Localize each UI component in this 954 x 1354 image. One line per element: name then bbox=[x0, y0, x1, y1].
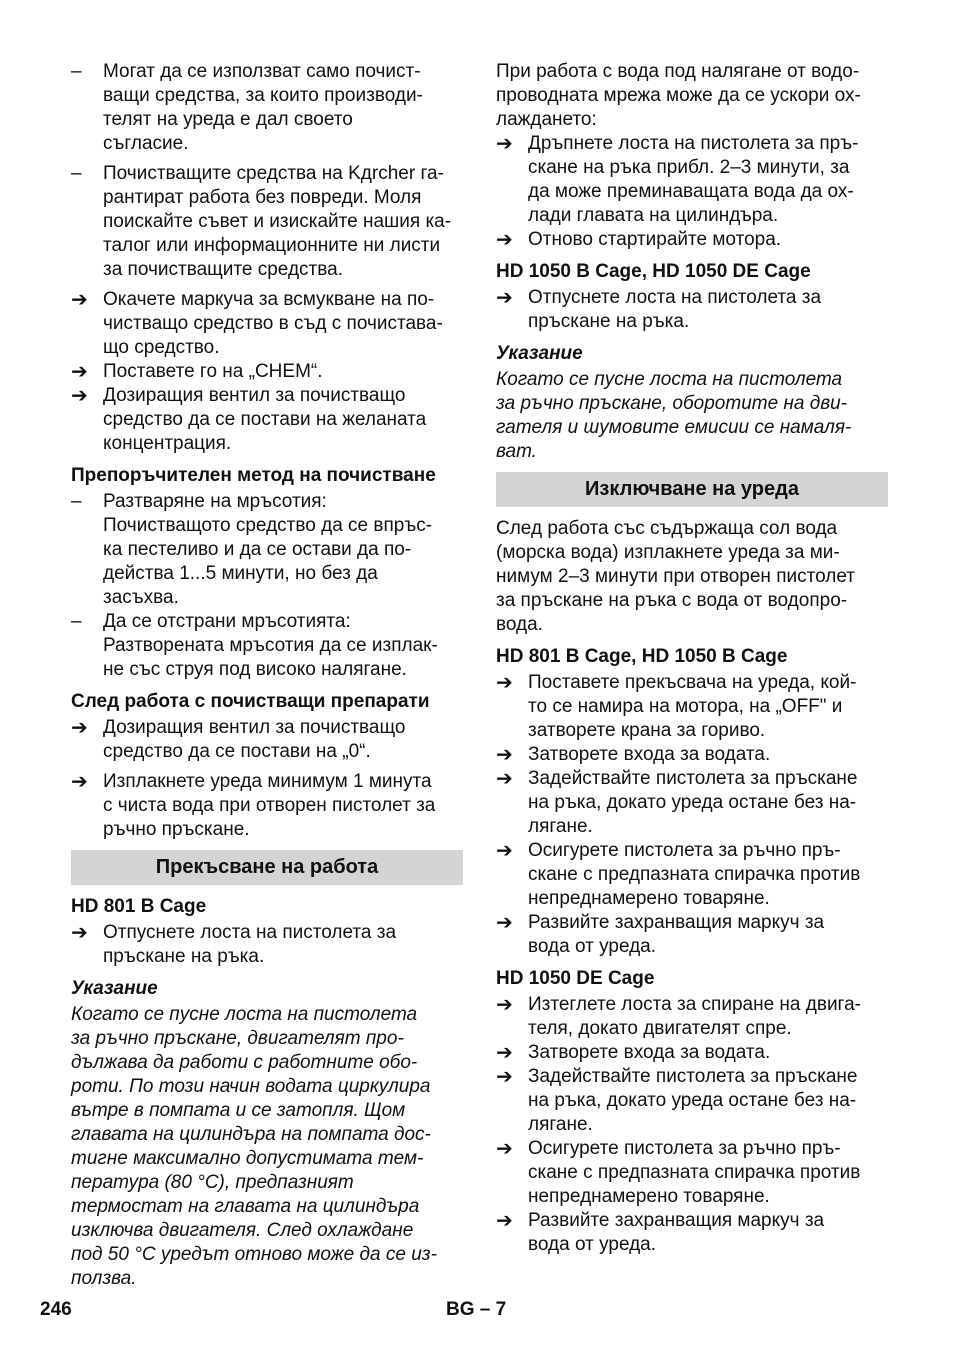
arrow-icon: ➔ bbox=[496, 1210, 513, 1232]
arrow-icon: ➔ bbox=[496, 133, 513, 155]
step-text: Окачете маркуча за всмукване на по- чистващо средство в съд с почистава- що средство. bbox=[103, 289, 443, 358]
step-item bbox=[71, 921, 463, 969]
arrow-icon: ➔ bbox=[496, 672, 513, 694]
subheading: HD 801 B Cage bbox=[71, 896, 207, 917]
bullet-item bbox=[71, 490, 463, 610]
step-text: Осигурете пистолета за ръчно пръ- скане с предпазната спирачка против непреднамерено товаряне. bbox=[528, 840, 861, 909]
subheading: HD 1050 B Cage, HD 1050 DE Cage bbox=[496, 261, 811, 282]
arrow-icon: ➔ bbox=[71, 922, 88, 944]
arrow-icon: ➔ bbox=[496, 1066, 513, 1088]
bullet-text: Разтваряне на мръсотия: Почистващото средство да се впръс- ка пестеливо и да се остави да по- действа 1...5 минути, но без да засъхва. bbox=[103, 491, 433, 608]
step-text: Дозиращия вентил за почистващо средство да се постави на желаната концентрация. bbox=[103, 385, 427, 454]
note-text: Когато се пусне лоста на пистолета за ръчно пръскане, оборотите на дви- гателя и шумовите емисии се намаля- ват. bbox=[496, 369, 852, 462]
step-item bbox=[496, 1137, 888, 1209]
subheading: HD 801 B Cage, HD 1050 B Cage bbox=[496, 646, 788, 667]
arrow-icon: ➔ bbox=[71, 771, 88, 793]
step-item bbox=[71, 360, 463, 384]
step-item bbox=[496, 671, 888, 743]
step-item bbox=[496, 767, 888, 839]
step-text: Задействайте пистолета за пръскане на ръка, докато уреда остане без на- лягане. bbox=[528, 768, 858, 837]
step-text: Поставете прекъсвача на уреда, кой- то се намира на мотора, на „OFF" и затворете крана за гориво. bbox=[528, 672, 857, 741]
bullet-item bbox=[71, 60, 463, 156]
step-item bbox=[496, 1041, 888, 1065]
arrow-icon: ➔ bbox=[496, 768, 513, 790]
note-title: Указание bbox=[496, 343, 583, 364]
arrow-icon: ➔ bbox=[71, 385, 88, 407]
step-text: Развийте захранващия маркуч за вода от уреда. bbox=[528, 912, 825, 957]
step-text: Дозиращия вентил за почистващо средство да се постави на „0“. bbox=[103, 717, 406, 762]
right-column bbox=[496, 60, 888, 1257]
step-item bbox=[71, 716, 463, 764]
step-item bbox=[496, 228, 888, 252]
step-item bbox=[71, 770, 463, 842]
arrow-icon: ➔ bbox=[496, 229, 513, 251]
arrow-icon: ➔ bbox=[496, 744, 513, 766]
paragraph: При работа с вода под налягане от водо- проводната мрежа може да се ускори ох- лаждането: bbox=[496, 61, 861, 130]
step-item bbox=[496, 132, 888, 228]
arrow-icon: ➔ bbox=[496, 1138, 513, 1160]
dash-marker: – bbox=[71, 163, 82, 184]
paragraph: След работа със съдържаща сол вода (морска вода) изплакнете уреда за ми- нимум 2–3 минути при отворен пистолет за пръскане на ръка с вода от водопро- вода. bbox=[496, 518, 855, 635]
bullet-text: Могат да се използват само почист- ващи средства, за които производи- телят на уреда е дал своето съгласие. bbox=[103, 61, 423, 154]
step-text: Дръпнете лоста на пистолета за пръ- скане на ръка прибл. 2–3 минути, за да може преминаващата вода да ох- лади главата на цилиндъра. bbox=[528, 133, 859, 226]
dash-marker: – bbox=[71, 611, 82, 632]
subheading: HD 1050 DE Cage bbox=[496, 968, 655, 989]
note-text: Когато се пусне лоста на пистолета за ръчно пръскане, двигателят про- дължава да работи с работните обо- роти. По този начин водата циркулира вътре в помпата и се затопля. Щом главата на цилиндъра на помпата дос- тигне максимално допустимата тем- пература (80 °C), предпазният термостат на главата на цилиндъра изключва двигателя. След охлаждане под 50 °C уредът отново може да се из- ползва. bbox=[71, 1004, 437, 1289]
arrow-icon: ➔ bbox=[496, 912, 513, 934]
step-text: Затворете входа за водата. bbox=[528, 744, 771, 765]
step-text: Поставете го на „CHEM“. bbox=[103, 361, 323, 382]
step-text: Отпуснете лоста на пистолета за пръскане на ръка. bbox=[528, 287, 822, 332]
dash-marker: – bbox=[71, 491, 82, 512]
step-item bbox=[496, 839, 888, 911]
step-item bbox=[496, 1209, 888, 1257]
subheading: След работа с почистващи препарати bbox=[71, 691, 430, 712]
step-item bbox=[71, 384, 463, 456]
step-item bbox=[496, 911, 888, 959]
bullet-text: Да се отстрани мръсотията: Разтворената мръсотия да се изплак- не със струя под високо налягане. bbox=[103, 611, 438, 680]
step-item bbox=[496, 1065, 888, 1137]
step-text: Развийте захранващия маркуч за вода от уреда. bbox=[528, 1210, 825, 1255]
step-text: Изплакнете уреда минимум 1 минута с чиста вода при отворен пистолет за ръчно пръскане. bbox=[103, 771, 436, 840]
arrow-icon: ➔ bbox=[71, 289, 88, 311]
dash-marker: – bbox=[71, 61, 82, 82]
step-text: Задействайте пистолета за пръскане на ръка, докато уреда остане без на- лягане. bbox=[528, 1066, 858, 1135]
step-item bbox=[496, 993, 888, 1041]
section-heading: Прекъсване на работа bbox=[71, 850, 463, 885]
step-text: Отпуснете лоста на пистолета за пръскане на ръка. bbox=[103, 922, 397, 967]
section-heading: Изключване на уреда bbox=[496, 472, 888, 507]
step-item bbox=[71, 288, 463, 360]
arrow-icon: ➔ bbox=[71, 361, 88, 383]
step-item bbox=[496, 743, 888, 767]
subheading: Препоръчителен метод на почистване bbox=[71, 465, 436, 486]
arrow-icon: ➔ bbox=[496, 1042, 513, 1064]
step-text: Отново стартирайте мотора. bbox=[528, 229, 782, 250]
step-text: Изтеглете лоста за спиране на двига- теля, докато двигателят спре. bbox=[528, 994, 861, 1039]
left-column bbox=[71, 60, 463, 1291]
arrow-icon: ➔ bbox=[496, 994, 513, 1016]
step-text: Осигурете пистолета за ръчно пръ- скане с предпазната спирачка против непреднамерено товаряне. bbox=[528, 1138, 861, 1207]
step-text: Затворете входа за водата. bbox=[528, 1042, 771, 1063]
arrow-icon: ➔ bbox=[71, 717, 88, 739]
bullet-item bbox=[71, 610, 463, 682]
step-item bbox=[496, 286, 888, 334]
page-number: 246 bbox=[40, 1299, 72, 1320]
bullet-item bbox=[71, 162, 463, 282]
bullet-text: Почистващите средства на Kдrcher га- рантират работа без повреди. Моля поискайте съвет и изискайте нашия ка- талог или информационните ни листи за почистващите средства. bbox=[103, 163, 452, 280]
arrow-icon: ➔ bbox=[496, 287, 513, 309]
note-title: Указание bbox=[71, 978, 158, 999]
arrow-icon: ➔ bbox=[496, 840, 513, 862]
section-page-label: BG – 7 bbox=[446, 1299, 507, 1320]
